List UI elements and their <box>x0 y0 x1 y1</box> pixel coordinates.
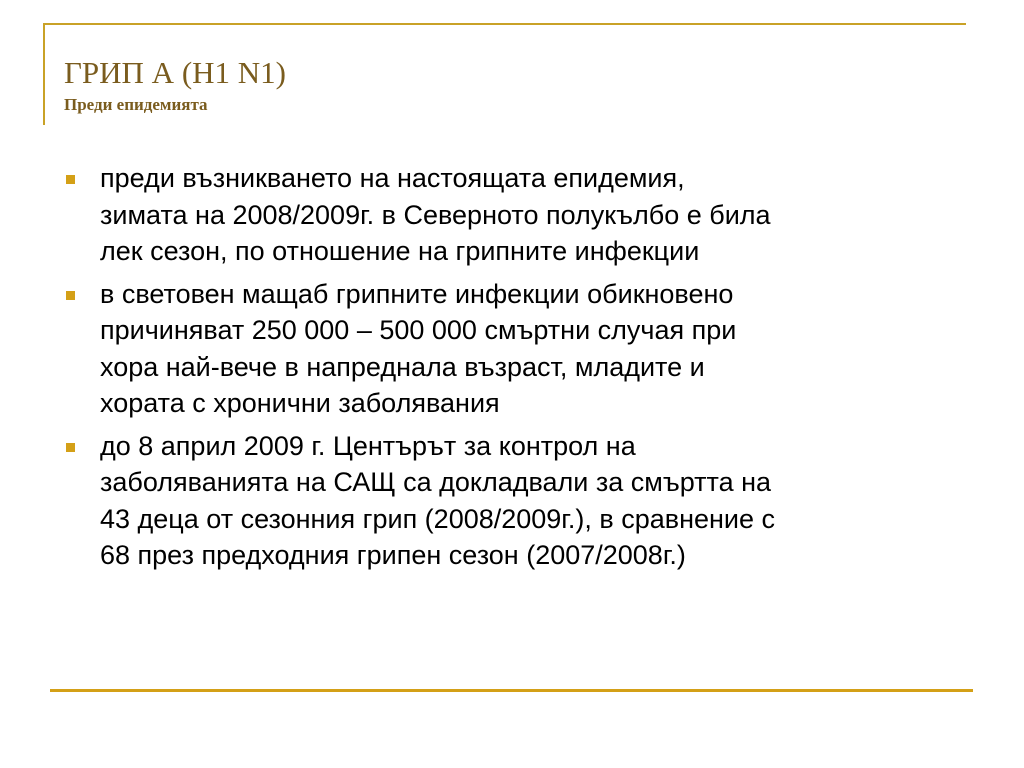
bullet-list <box>66 160 966 580</box>
left-border-line <box>43 23 45 125</box>
top-border-line <box>43 23 966 25</box>
bullet-line: хора най-вече в напреднала възраст, младите и <box>100 351 705 382</box>
slide-subtitle: Преди епидемията <box>64 95 208 114</box>
bullet-line: причиняват 250 000 – 500 000 смъртни случая при <box>100 315 737 345</box>
bullet-line: в световен мащаб грипните инфекции обикновено <box>100 278 734 309</box>
bullet-text <box>100 276 970 422</box>
bottom-border-line <box>50 689 973 692</box>
bullet-item <box>66 160 966 270</box>
bullet-text <box>100 428 970 574</box>
slide-title: ГРИП А (H1 N1) <box>64 55 286 90</box>
bullet-line: до 8 април 2009 г. Центърът за контрол на <box>100 430 636 461</box>
bullet-item <box>66 276 966 422</box>
square-bullet-icon <box>66 175 75 184</box>
bullet-line: лек сезон, по отношение на грипните инфекции <box>100 236 700 266</box>
bullet-line: 43 деца от сезонния грип (2008/2009г.), в сравнение с <box>100 503 776 534</box>
bullet-item <box>66 428 966 574</box>
bullet-line: заболяванията на САЩ са докладвали за смъртта на <box>100 467 772 497</box>
bullet-line: преди възникването на настоящата епидемия, <box>100 163 685 193</box>
bullet-line: зимата на 2008/2009г. в Северното полукълбо е била <box>100 199 771 230</box>
square-bullet-icon <box>66 443 75 452</box>
bullet-text <box>100 160 970 270</box>
bullet-line: 68 през предходния грипен сезон (2007/2008г.) <box>100 540 686 570</box>
square-bullet-icon <box>66 291 75 300</box>
bullet-line: хората с хронични заболявания <box>100 388 500 418</box>
